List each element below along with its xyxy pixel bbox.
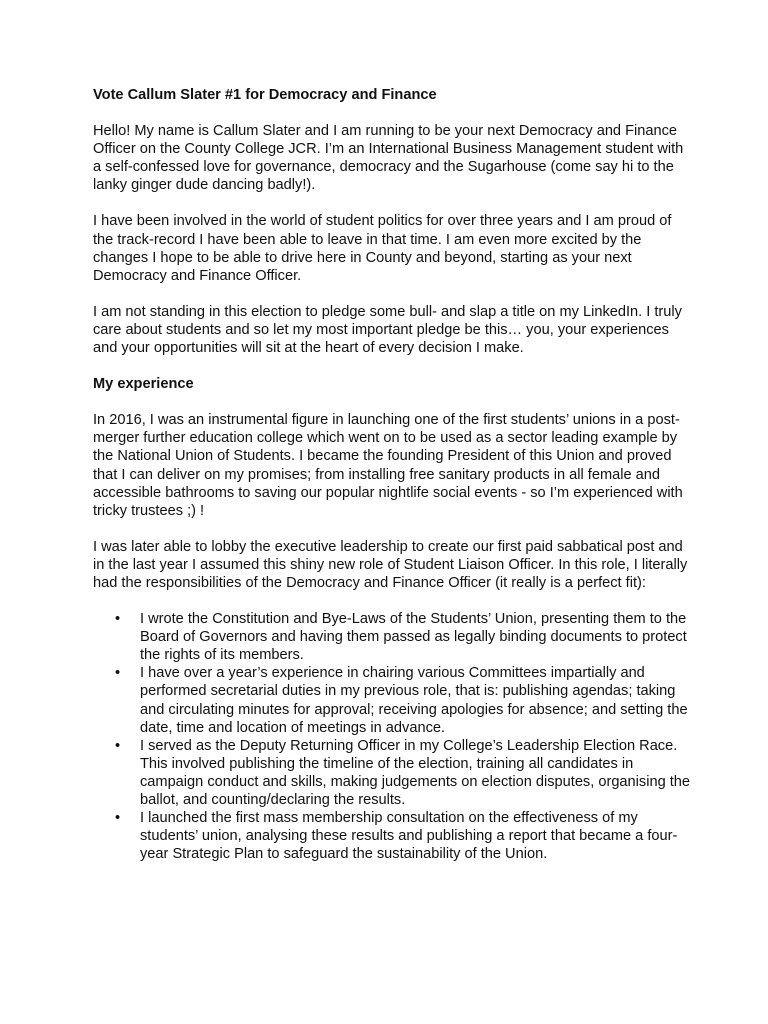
bullet-text: I served as the Deputy Returning Officer in my College’s Leadership Election Race. This involved publishing the timeline of the election, training all candidates in campaign conduct and skills, making judgements on election disputes, organising the ballot, and counting/declaring the results. xyxy=(140,737,691,808)
bullet-text: I launched the first mass membership consultation on the effectiveness of my students’ union, analysing these results and publishing a report that became a four-year Strategic Plan to safeguard the sustainability of the Union. xyxy=(140,810,678,863)
bullet-text: I have over a year’s experience in chairing various Committees impartially and performed secretarial duties in my previous role, that is: publishing agendas; taking and circulating minutes for approval; receiving apologies for absence; and setting the date, time and location of meetings in advance. xyxy=(140,665,688,736)
experience-heading: My experience xyxy=(93,376,194,393)
bullet-item xyxy=(93,809,693,863)
bullet-text: I wrote the Constitution and Bye-Laws of the Students’ Union, presenting them to the Board of Governors and having them passed as legally binding documents to protect the rights of its members. xyxy=(140,611,687,664)
bullet-item xyxy=(93,610,693,664)
experience-bullet-list xyxy=(93,610,693,863)
intro-paragraph-2: I have been involved in the world of student politics for over three years and I am proud of the track-record I have been able to leave in that time. I am even more excited by the changes I hope to be able to drive here in County and beyond, starting as your next Democracy and Finance Officer. xyxy=(93,213,672,284)
bullet-icon: • xyxy=(115,737,121,754)
intro-paragraph-3: I am not standing in this election to pledge some bull- and slap a title on my LinkedIn. I truly care about students and so let my most important pledge be this… you, your experiences and your opportunities will sit at the heart of every decision I make. xyxy=(93,303,682,357)
bullet-icon: • xyxy=(115,665,121,682)
bullet-icon: • xyxy=(115,810,121,827)
experience-paragraph-1: In 2016, I was an instrumental figure in launching one of the first students’ unions in a post-merger further education college which went on to be used as a sector leading example by the National Union of Students. I became the founding President of this Union and proved that I can deliver on my promises; from installing free sanitary products in all female and accessible bathrooms to saving our popular nightlife social events - so I’m experienced with tricky trustees ;) ! xyxy=(93,412,683,519)
intro-paragraph-1: Hello! My name is Callum Slater and I am running to be your next Democracy and Finance Officer on the County College JCR. I’m an International Business Management student with a self-confessed love for governance, democracy and the Sugarhouse (come say hi to the lanky ginger dude dancing badly!). xyxy=(93,123,684,194)
bullet-icon: • xyxy=(115,611,121,628)
document-page xyxy=(93,86,693,863)
experience-paragraph-2: I was later able to lobby the executive leadership to create our first paid sabbatical post and in the last year I assumed this shiny new role of Student Liaison Officer. In this role, I literally had the responsibilities of the Democracy and Finance Officer (it really is a perfect fit): xyxy=(93,538,688,591)
bullet-item xyxy=(93,737,693,809)
bullet-item xyxy=(93,664,693,736)
document-title: Vote Callum Slater #1 for Democracy and Finance xyxy=(93,87,437,103)
